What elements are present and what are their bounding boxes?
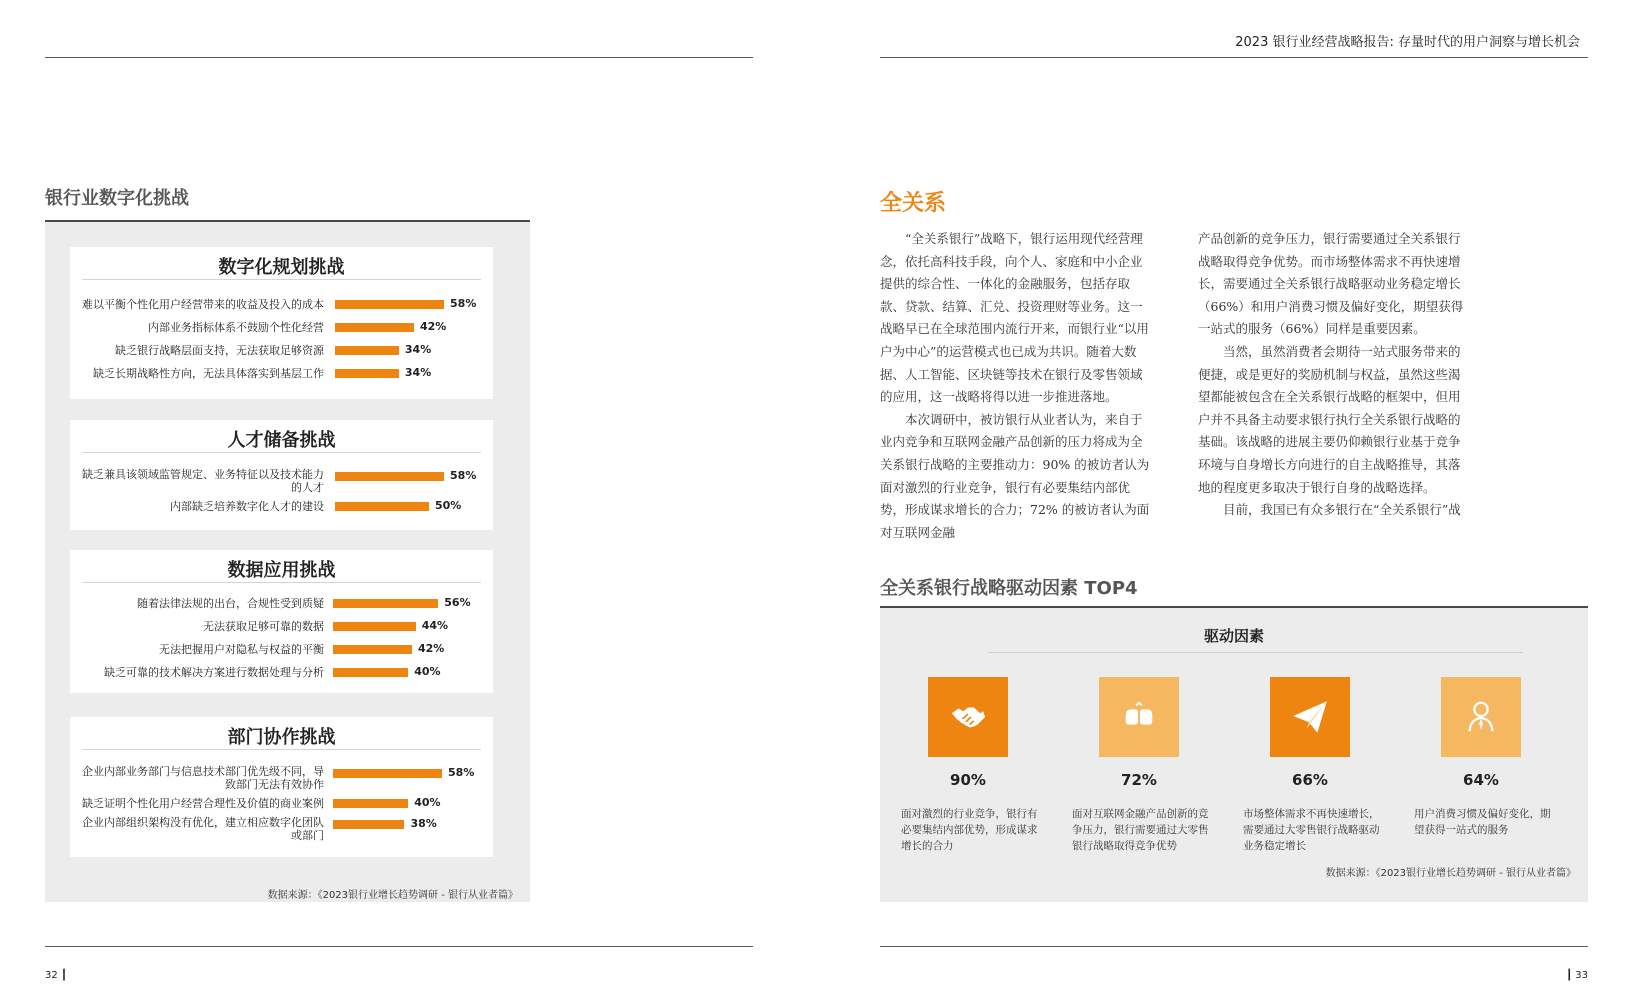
page-number-left: 32 ┃ — [45, 970, 67, 981]
bar-label: 缺乏可靠的技术解决方案进行数据处理与分析 — [104, 666, 324, 679]
paper-plane-icon — [1270, 677, 1350, 757]
card-digital-planning — [70, 247, 493, 399]
top4-title: 全关系银行战略驱动因素 TOP4 — [880, 578, 1138, 599]
card-title: 部门协作挑战 — [227, 727, 336, 748]
page-number-right: ┃ 33 — [1566, 970, 1588, 981]
bar-fill — [333, 622, 416, 631]
bar-value: 58% — [448, 766, 475, 779]
right-header-rule — [880, 57, 1588, 58]
data-source: 数据来源：《2023银行业增长趋势调研 - 银行从业者篇》 — [267, 890, 518, 901]
driver-percent: 72% — [1121, 771, 1157, 789]
bar-fill — [335, 502, 429, 511]
bar-fill — [335, 346, 399, 355]
boxing-gloves-icon — [1099, 677, 1179, 757]
bar-fill — [335, 369, 399, 378]
driver-percent: 66% — [1292, 771, 1328, 789]
bar-fill — [333, 645, 412, 654]
data-source: 数据来源：《2023银行业增长趋势调研 - 银行从业者篇》 — [1325, 868, 1576, 879]
bar-label: 内部业务指标体系不鼓励个性化经营 — [148, 321, 324, 334]
driver-description: 面对互联网金融产品创新的竞争压力，银行需要通过大零售银行战略取得竞争优势 — [1072, 808, 1209, 852]
bar-fill — [333, 599, 438, 608]
bar-fill — [335, 472, 444, 481]
bar-label: 企业内部业务部门与信息技术部门优先级不同，导致部门无法有效协作 — [82, 765, 324, 791]
bar-value: 56% — [444, 596, 471, 609]
right-footer-rule — [880, 946, 1588, 947]
bar-fill — [333, 799, 408, 808]
bar-label: 缺乏兼具该领域监管规定、业务特征以及技术能力的人才 — [82, 468, 324, 494]
left-header-rule — [45, 57, 753, 58]
bar-value: 38% — [410, 817, 437, 830]
drivers-panel — [880, 606, 1588, 902]
bar-label: 缺乏证明个性化用户经营合理性及价值的商业案例 — [82, 797, 324, 810]
bar-value: 40% — [414, 665, 441, 678]
card-divider — [82, 452, 481, 453]
bar-fill — [333, 668, 408, 677]
left-footer-rule — [45, 946, 753, 947]
right-section-title: 全关系 — [880, 191, 947, 216]
body-column-2 — [1198, 228, 1470, 522]
report-title: 2023 银行业经营战略报告: 存量时代的用户洞察与增长机会 — [1235, 35, 1580, 50]
user-icon — [1441, 677, 1521, 757]
card-data-application — [70, 550, 493, 693]
card-title: 数字化规划挑战 — [218, 257, 345, 278]
paragraph: 当然，虽然消费者会期待一站式服务带来的便捷，或是更好的奖励机制与权益，虽然这些渴望都能被包含在全关系银行战略的框架中，但用户并不具备主动要求银行执行全关系银行战略的基础。该战略的进展主要仍仰赖银行业基于竞争环境与自身增长方向进行的自主战略推导，其落地的程度更多取决于银行自身的战略选择。 — [1198, 343, 1461, 495]
bar-value: 50% — [435, 499, 462, 512]
bar-label: 缺乏银行战略层面支持，无法获取足够资源 — [115, 344, 324, 357]
bar-value: 34% — [404, 366, 432, 379]
driver-description: 市场整体需求不再快速增长，需要通过大零售银行战略驱动业务稳定增长 — [1243, 808, 1380, 852]
bar-fill — [333, 769, 442, 778]
bar-label: 企业内部组织架构没有优化，建立相应数字化团队或部门 — [82, 816, 324, 842]
page-number: 33 — [1575, 970, 1588, 981]
challenges-panel — [45, 220, 530, 902]
card-divider — [82, 582, 481, 583]
bar-label: 无法把握用户对隐私与权益的平衡 — [159, 643, 324, 656]
bar-fill — [335, 323, 414, 332]
bar-value: 44% — [421, 619, 449, 632]
card-divider — [82, 749, 481, 750]
driver-description: 用户消费习惯及偏好变化，期望获得一站式的服务 — [1414, 808, 1551, 836]
paragraph: “全关系银行”战略下，银行运用现代经营理念，依托高科技手段，向个人、家庭和中小企业提供的综合性、一体化的金融服务，包括存取款、贷款、结算、汇兑、投资理财等业务。这一战略早已在全球范围内流行开来，而银行业“以用户为中心”的运营模式也已成为共识。随着大数据、人工智能、区块链等技术在银行及零售领域的应用，这一战略将得以进一步推进落地。 — [880, 231, 1149, 405]
card-talent-reserve — [70, 420, 493, 530]
bar-fill — [335, 300, 444, 309]
card-title: 数据应用挑战 — [227, 560, 336, 581]
driver-percent: 64% — [1463, 771, 1499, 789]
paragraph: 产品创新的竞争压力，银行需要通过全关系银行战略取得竞争优势。而市场整体需求不再快速增长，需要通过全关系银行战略驱动业务稳定增长（66%）和用户消费习惯及偏好变化，期望获得一站式的服务（66%）同样是重要因素。 — [1198, 231, 1464, 337]
paragraph: 本次调研中，被访银行从业者认为，来自于业内竞争和互联网金融产品创新的压力将成为全关系银行战略的主要推动力：90% 的被访者认为面对激烈的行业竞争，银行有必要集结内部优势，形成谋求增长的合力；72% 的被访者认为面对互联网金融 — [880, 411, 1150, 540]
driver-description: 面对激烈的行业竞争，银行有必要集结内部优势，形成谋求增长的合力 — [901, 808, 1038, 852]
bar-value: 58% — [450, 297, 477, 310]
driver-percent: 90% — [950, 771, 986, 789]
left-section-title: 银行业数字化挑战 — [45, 188, 189, 209]
bar-value: 34% — [404, 343, 432, 356]
body-column-1 — [880, 228, 1152, 544]
bar-label: 难以平衡个性化用户经营带来的收益及投入的成本 — [82, 298, 324, 311]
bar-label: 缺乏长期战略性方向，无法具体落实到基层工作 — [93, 367, 324, 380]
handshake-icon — [928, 677, 1008, 757]
page-number: 32 — [45, 970, 58, 981]
card-title: 人才储备挑战 — [227, 430, 336, 451]
bar-value: 42% — [419, 320, 447, 333]
bar-value: 58% — [450, 469, 477, 482]
bar-label: 无法获取足够可靠的数据 — [203, 620, 324, 633]
drivers-subtitle: 驱动因素 — [1203, 627, 1264, 645]
bar-value: 42% — [417, 642, 445, 655]
bar-fill — [333, 820, 404, 829]
paragraph: 目前，我国已有众多银行在“全关系银行”战 — [1223, 502, 1461, 518]
bar-label: 随着法律法规的出台，合规性受到质疑 — [137, 597, 324, 610]
card-divider — [82, 279, 481, 280]
bar-value: 40% — [414, 796, 441, 809]
drivers-divider — [988, 652, 1523, 653]
bar-label: 内部缺乏培养数字化人才的建设 — [170, 500, 324, 513]
card-department-collaboration — [70, 717, 493, 857]
